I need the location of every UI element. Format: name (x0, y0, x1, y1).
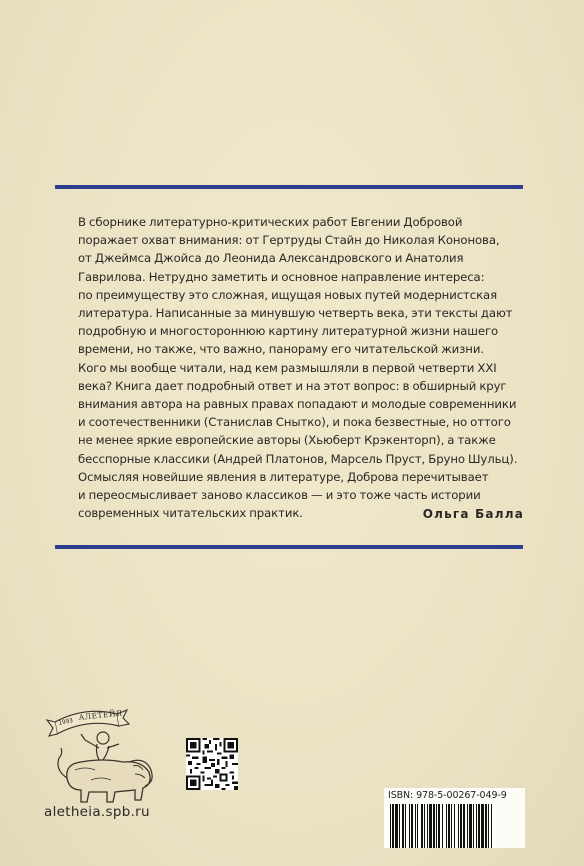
bottom-divider (55, 545, 523, 549)
top-divider (55, 185, 523, 189)
barcode-bar (488, 804, 489, 848)
blurb-line: Гаврилова. Нетрудно заметить и основное направление интереса: (78, 269, 485, 284)
barcode-bar (467, 804, 468, 848)
barcode-bar (491, 804, 492, 848)
barcode-bar (436, 804, 437, 848)
barcode-bar (421, 804, 423, 848)
svg-text:1993: 1993 (57, 717, 74, 727)
blurb-line: и соотечественники (Станислав Снытко), и пока безвестные, но оттого (78, 415, 511, 430)
barcode-bar (451, 804, 452, 848)
barcode-bar (485, 804, 487, 848)
blurb-line: В сборнике литературно-критических работ Евгении Добровой (78, 215, 463, 229)
blurb-line: поражает охват внимания: от Гертруды Стайн до Николая Кононова, (78, 233, 500, 248)
barcode-bar (448, 804, 450, 848)
blurb-line: века? Книга дает подробный ответ и на этот вопрос: в обширный круг (78, 378, 507, 393)
barcode-bar (454, 804, 455, 848)
blurb-line: внимания автора на равных правах попадают и молодые современники (78, 397, 517, 412)
barcode-bar (458, 804, 459, 848)
blurb-line: литература. Написанные за минувшую четверть века, эти тексты дают (78, 306, 513, 321)
barcode-bar (395, 804, 398, 848)
blurb-line: от Джеймса Джойса до Леонида Александровского и Анатолия (78, 251, 464, 266)
qr-code-icon (186, 738, 238, 790)
blurb-line: бесспорные классики (Андрей Платонов, Марсель Пруст, Бруно Шульц). (78, 451, 518, 466)
blurb-line: Осмысляя новейшие явления в литературе, Доброва перечитывает (78, 469, 489, 484)
blurb-line: современных читательских практик. (78, 506, 303, 521)
blurb-text (78, 213, 518, 522)
svg-text:АЛЕТЕЙЯ: АЛЕТЕЙЯ (78, 708, 123, 722)
barcode-bar (460, 804, 462, 848)
blurb-line: и переосмысливает заново классиков — и это тоже часть истории (78, 488, 481, 503)
barcode-bar (442, 804, 443, 848)
barcode-bar (438, 804, 440, 848)
blurb-line: подробную и многостороннюю картину литературной жизни нашего (78, 324, 499, 339)
isbn-number: ISBN: 978-5-00267-049-9 (388, 790, 507, 801)
publisher-website-link[interactable]: aletheia.spb.ru (44, 804, 150, 820)
blurb-line: не менее яркие европейские авторы (Хьюберт Крэкенторп), а также (78, 433, 496, 448)
barcode-bar (476, 804, 477, 848)
barcode-bar (427, 804, 428, 848)
barcode-bar (469, 804, 472, 848)
blurb-author: Ольга Балла (422, 507, 524, 521)
barcode-bar (429, 804, 432, 848)
barcode-bar (417, 804, 418, 848)
barcode-bar (399, 804, 400, 848)
blurb-line: времени, но также, что важно, панораму его читательской жизни. (78, 342, 484, 357)
barcode-bar (463, 804, 465, 848)
barcode-bar (405, 804, 406, 848)
barcode-bar (424, 804, 425, 848)
barcode-bar (415, 804, 416, 848)
barcode-bar (409, 804, 410, 848)
barcode-bar (478, 804, 480, 848)
barcode-bar (473, 804, 474, 848)
barcode-bar (392, 804, 394, 848)
barcode-bar (402, 804, 404, 848)
barcode-icon (388, 804, 521, 848)
isbn-panel (384, 788, 525, 848)
blurb-line: по преимуществу это сложная, ищущая новых путей модернистская (78, 287, 498, 302)
barcode-bar (411, 804, 413, 848)
barcode-bar (446, 804, 447, 848)
lion-rider-emblem-icon (45, 700, 157, 804)
blurb-line: Кого мы вообще читали, над кем размышляли в первой четверти XXI (78, 360, 497, 375)
barcode-bar (390, 804, 391, 848)
barcode-bar (481, 804, 484, 848)
barcode-bar (433, 804, 435, 848)
